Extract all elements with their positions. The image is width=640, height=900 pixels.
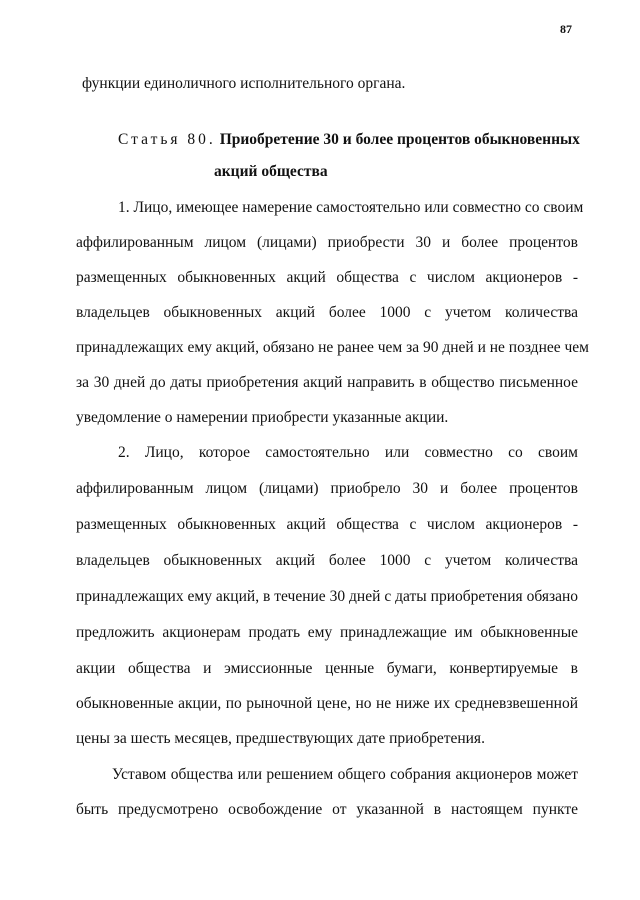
article-heading (118, 130, 580, 150)
paragraph-line: за 30 дней до даты приобретения акций направить в общество письменное (76, 374, 578, 391)
paragraph-line: аффилированным лицом (лицами) приобрело 30 и более процентов (76, 480, 578, 497)
paragraph-line: принадлежащих ему акций, в течение 30 дней с даты приобретения обязано (76, 588, 578, 605)
text-line: функции единоличного исполнительного органа. (82, 75, 406, 92)
paragraph-line: цены за шесть месяцев, предшествующих дате приобретения. (76, 730, 485, 747)
paragraph-line: Уставом общества или решением общего собрания акционеров может (112, 766, 578, 783)
article-title-continued: акций общества (214, 163, 328, 180)
paragraph-line: 1. Лицо, имеющее намерение самостоятельно или совместно со своим (118, 199, 584, 216)
article-label: Статья 80. (118, 131, 216, 148)
article-title: Приобретение 30 и более процентов обыкновенных (219, 131, 580, 148)
paragraph-line: аффилированным лицом (лицами) приобрести 30 и более процентов (76, 234, 578, 251)
paragraph-line: 2. Лицо, которое самостоятельно или совместно со своим (118, 444, 578, 461)
paragraph-line: обыкновенные акции, по рыночной цене, но не ниже их средневзвешенной (76, 695, 578, 712)
paragraph-line: уведомление о намерении приобрести указанные акции. (76, 409, 449, 426)
paragraph-line: размещенных обыкновенных акций общества с числом акционеров - (76, 269, 578, 286)
paragraph-line: быть предусмотрено освобождение от указанной в настоящем пункте (76, 801, 578, 818)
paragraph-line: владельцев обыкновенных акций более 1000 с учетом количества (76, 552, 578, 569)
paragraph-line: размещенных обыкновенных акций общества с числом акционеров - (76, 516, 578, 533)
page-number: 87 (560, 22, 572, 36)
paragraph-line: акции общества и эмиссионные ценные бумаги, конвертируемые в (76, 660, 578, 677)
paragraph-line: предложить акционерам продать ему принадлежащие им обыкновенные (76, 624, 578, 641)
paragraph-line: принадлежащих ему акций, обязано не ранее чем за 90 дней и не позднее чем (76, 339, 589, 356)
paragraph-line: владельцев обыкновенных акций более 1000 с учетом количества (76, 304, 578, 321)
